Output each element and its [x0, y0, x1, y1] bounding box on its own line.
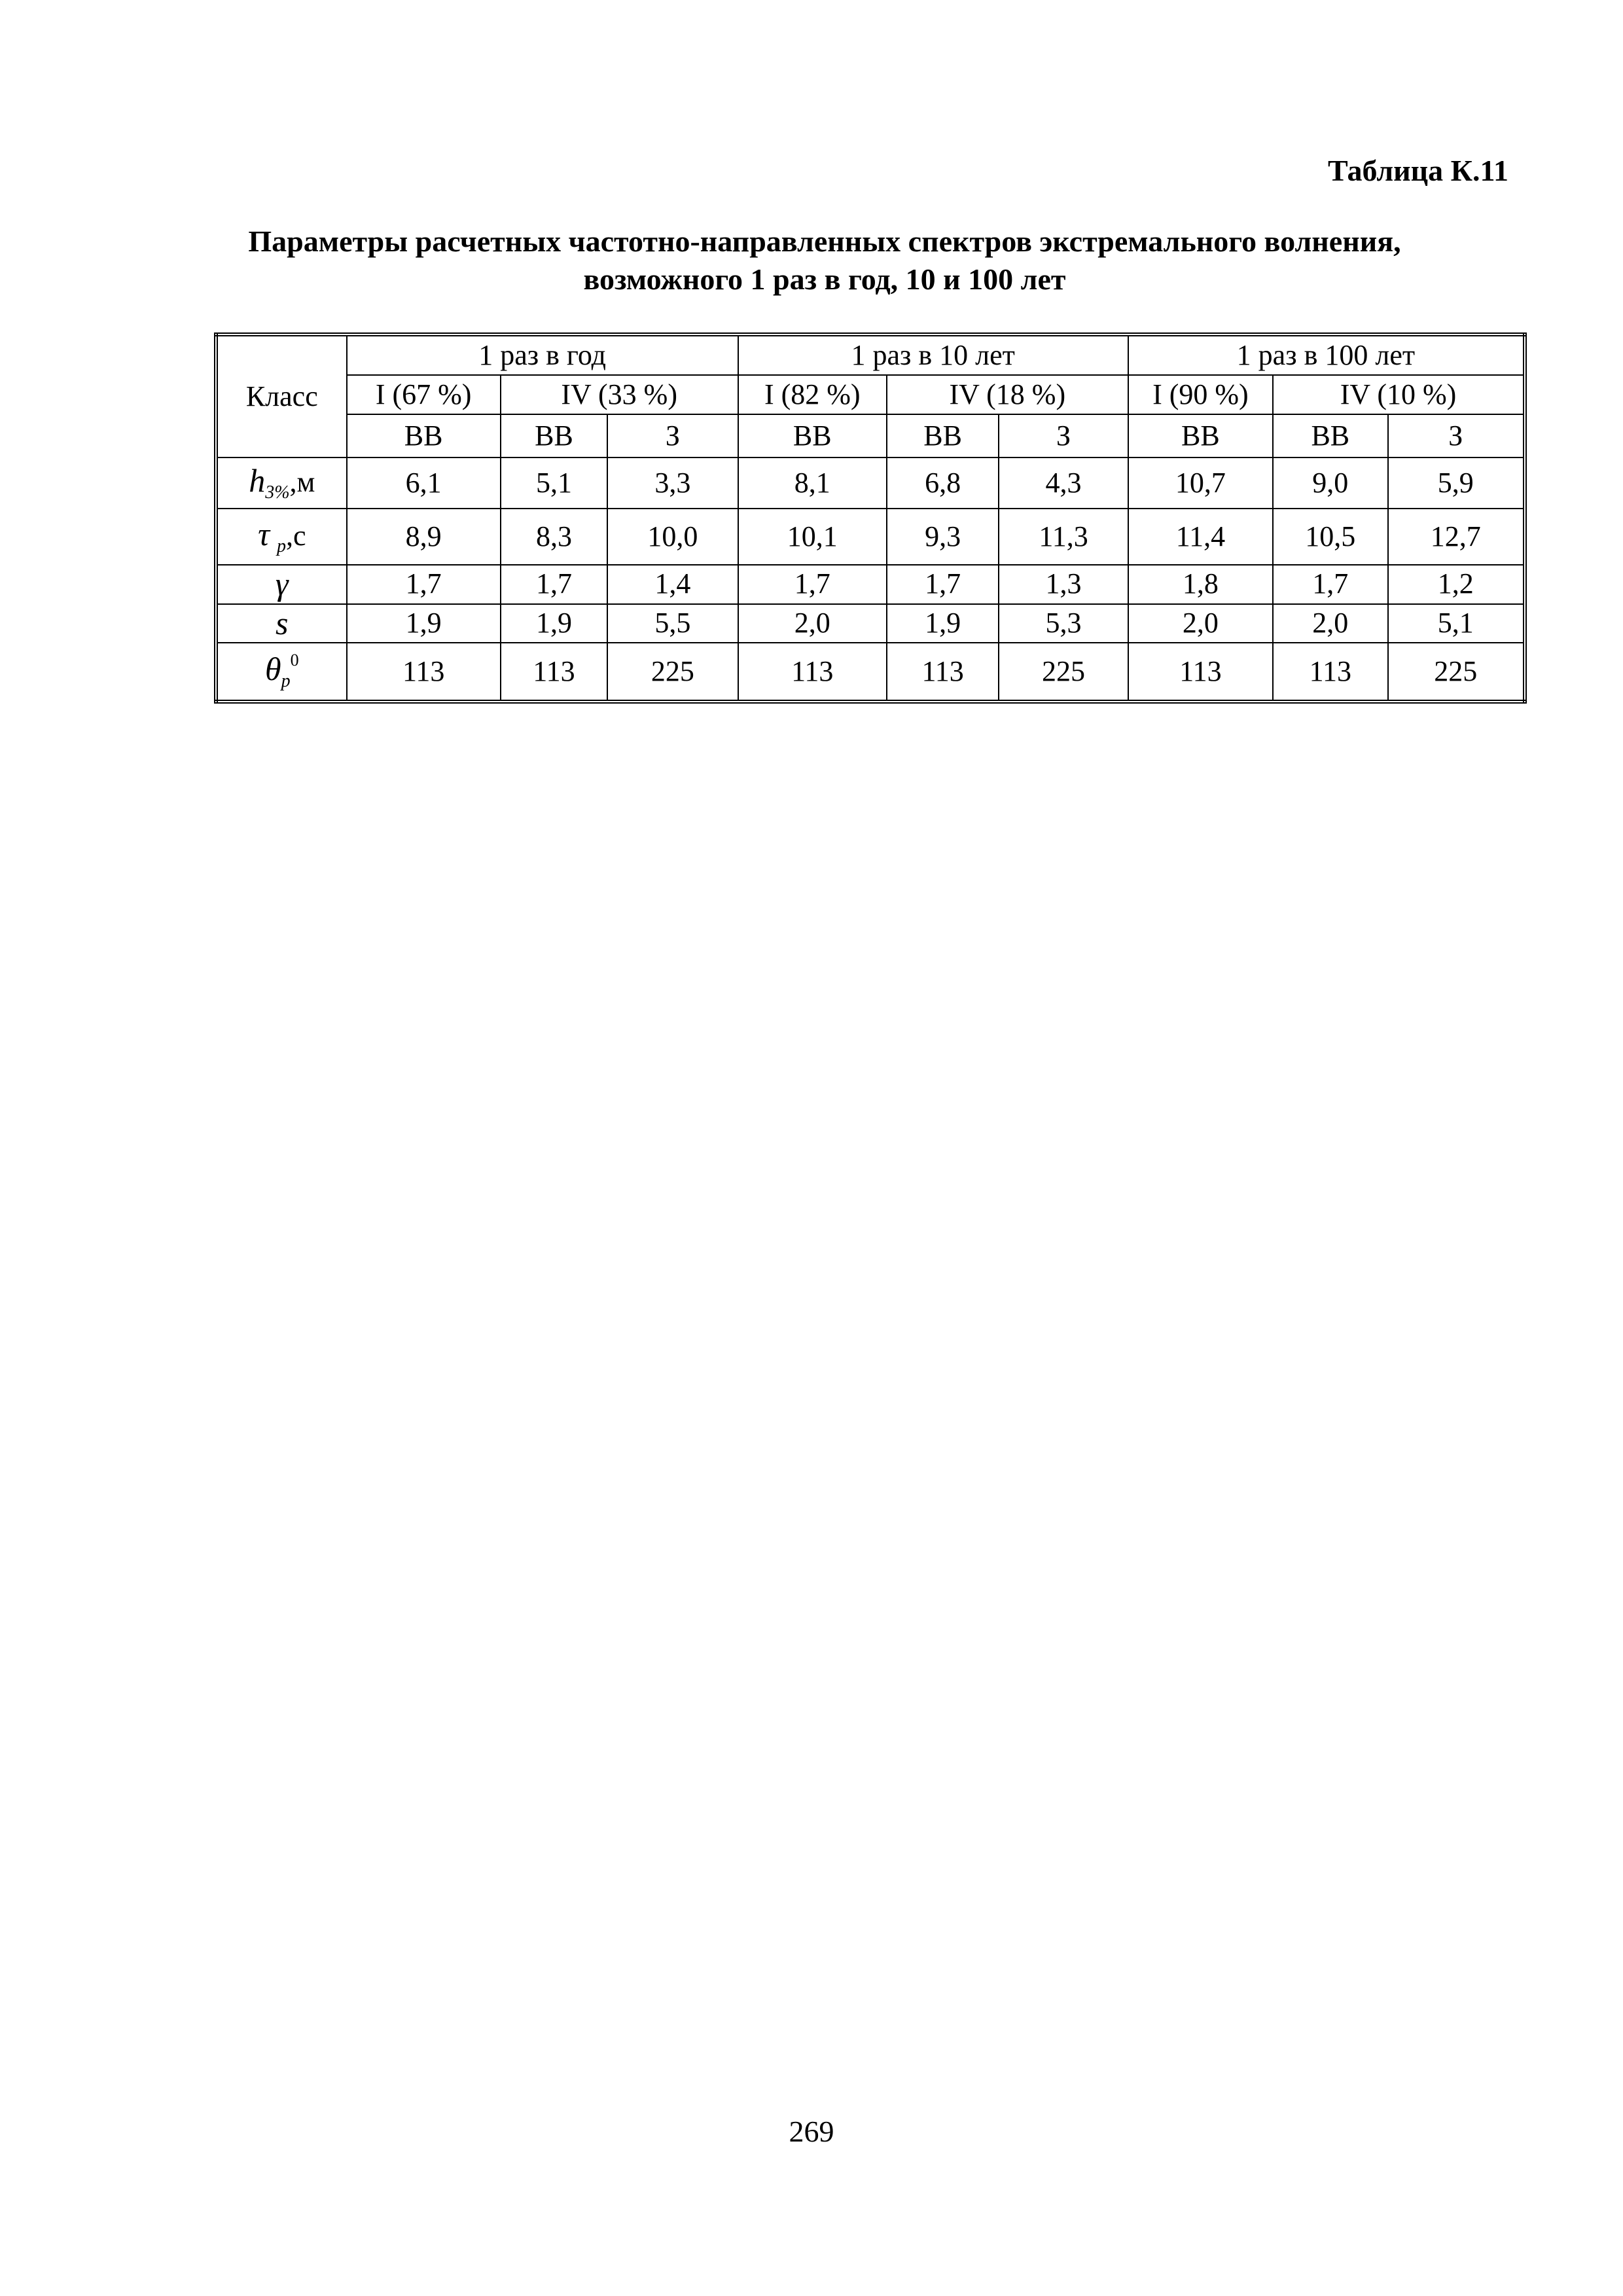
table-cell: 1,3 [999, 565, 1128, 604]
wave-spectra-table [214, 332, 1527, 704]
subheader-cell: ВВ [1128, 414, 1273, 457]
table-cell: 1,4 [607, 565, 738, 604]
period-header-100: 1 раз в 100 лет [1128, 334, 1525, 375]
row-label-s [216, 604, 347, 643]
table-cell: 9,3 [887, 509, 999, 565]
table-cell: 3,3 [607, 457, 738, 509]
row-label-symbol: h [249, 462, 266, 499]
table-cell: 1,9 [501, 604, 608, 643]
table-cell: 2,0 [1128, 604, 1273, 643]
table-title [196, 223, 1453, 298]
table-cell: 113 [1128, 643, 1273, 702]
table-row-s [216, 604, 1525, 643]
table-cell: 5,5 [607, 604, 738, 643]
table-row-peak-period [216, 509, 1525, 565]
table-cell: 10,1 [738, 509, 887, 565]
table-cell: 113 [738, 643, 887, 702]
subheader-cell: ВВ [1273, 414, 1388, 457]
row-label-unit: ,с [285, 520, 306, 552]
class-cell: I (90 %) [1128, 375, 1273, 414]
table-cell: 1,9 [887, 604, 999, 643]
row-label-unit: ,м [289, 466, 315, 499]
table-cell: 4,3 [999, 457, 1128, 509]
subheader-cell: З [999, 414, 1128, 457]
table-cell: 11,3 [999, 509, 1128, 565]
table-cell: 2,0 [738, 604, 887, 643]
table-cell: 8,1 [738, 457, 887, 509]
table-cell: 225 [1388, 643, 1525, 702]
table-cell: 5,9 [1388, 457, 1525, 509]
table-row-theta [216, 643, 1525, 702]
table-cell: 1,7 [1273, 565, 1388, 604]
table-cell: 10,5 [1273, 509, 1388, 565]
table-number: Таблица К.11 [1327, 154, 1508, 187]
subheader-cell: З [1388, 414, 1525, 457]
table-cell: 113 [1273, 643, 1388, 702]
row-label-gamma [216, 565, 347, 604]
table-cell: 1,7 [738, 565, 887, 604]
table-cell: 6,1 [347, 457, 501, 509]
table-cell: 1,2 [1388, 565, 1525, 604]
table-cell: 12,7 [1388, 509, 1525, 565]
subheader-cell: ВВ [347, 414, 501, 457]
table-cell: 8,3 [501, 509, 608, 565]
row-label-symbol: s [276, 604, 289, 641]
table-cell: 8,9 [347, 509, 501, 565]
table-cell: 113 [501, 643, 608, 702]
table-cell: 5,3 [999, 604, 1128, 643]
table-cell: 10,7 [1128, 457, 1273, 509]
table-row-gamma [216, 565, 1525, 604]
table-cell: 1,7 [347, 565, 501, 604]
period-header-10: 1 раз в 10 лет [738, 334, 1128, 375]
class-cell: I (82 %) [738, 375, 887, 414]
row-label-subscript: p [281, 671, 291, 692]
row-label-symbol: γ [275, 565, 289, 602]
row-label-theta [216, 643, 347, 702]
row-label-superscript: 0 [290, 651, 299, 670]
table-cell: 9,0 [1273, 457, 1388, 509]
table-title-line-2: возможного 1 раз в год, 10 и 100 лет [583, 262, 1066, 296]
table-cell: 1,8 [1128, 565, 1273, 604]
row-label-symbol: τ [258, 516, 270, 553]
table-cell: 5,1 [1388, 604, 1525, 643]
table-cell: 10,0 [607, 509, 738, 565]
table-row-wave-height [216, 457, 1525, 509]
table-cell: 225 [607, 643, 738, 702]
table-cell: 5,1 [501, 457, 608, 509]
class-cell: IV (18 %) [887, 375, 1128, 414]
subheader-cell: ВВ [738, 414, 887, 457]
table-cell: 1,9 [347, 604, 501, 643]
table-cell: 6,8 [887, 457, 999, 509]
table-cell: 1,7 [501, 565, 608, 604]
row-label-wave-height [216, 457, 347, 509]
table-cell: 11,4 [1128, 509, 1273, 565]
subheader-cell: ВВ [887, 414, 999, 457]
class-header-cell: Класс [216, 334, 347, 457]
header-row-periods [216, 334, 1525, 375]
period-header-1: 1 раз в год [347, 334, 738, 375]
table-title-line-1: Параметры расчетных частотно-направленных спектров экстремального волнения, [248, 224, 1401, 258]
header-row-subheaders [216, 414, 1525, 457]
table-cell: 1,7 [887, 565, 999, 604]
header-row-classes [216, 375, 1525, 414]
row-label-subscript: p [276, 536, 286, 557]
table-cell: 2,0 [1273, 604, 1388, 643]
class-cell: IV (10 %) [1273, 375, 1525, 414]
row-label-peak-period [216, 509, 347, 565]
class-cell: I (67 %) [347, 375, 501, 414]
class-cell: IV (33 %) [501, 375, 738, 414]
subheader-cell: З [607, 414, 738, 457]
page-number: 269 [789, 2115, 834, 2148]
row-label-subscript: 3% [265, 482, 290, 503]
table-cell: 113 [887, 643, 999, 702]
row-label-symbol: θ [265, 651, 281, 688]
table-cell: 225 [999, 643, 1128, 702]
subheader-cell: ВВ [501, 414, 608, 457]
table-cell: 113 [347, 643, 501, 702]
